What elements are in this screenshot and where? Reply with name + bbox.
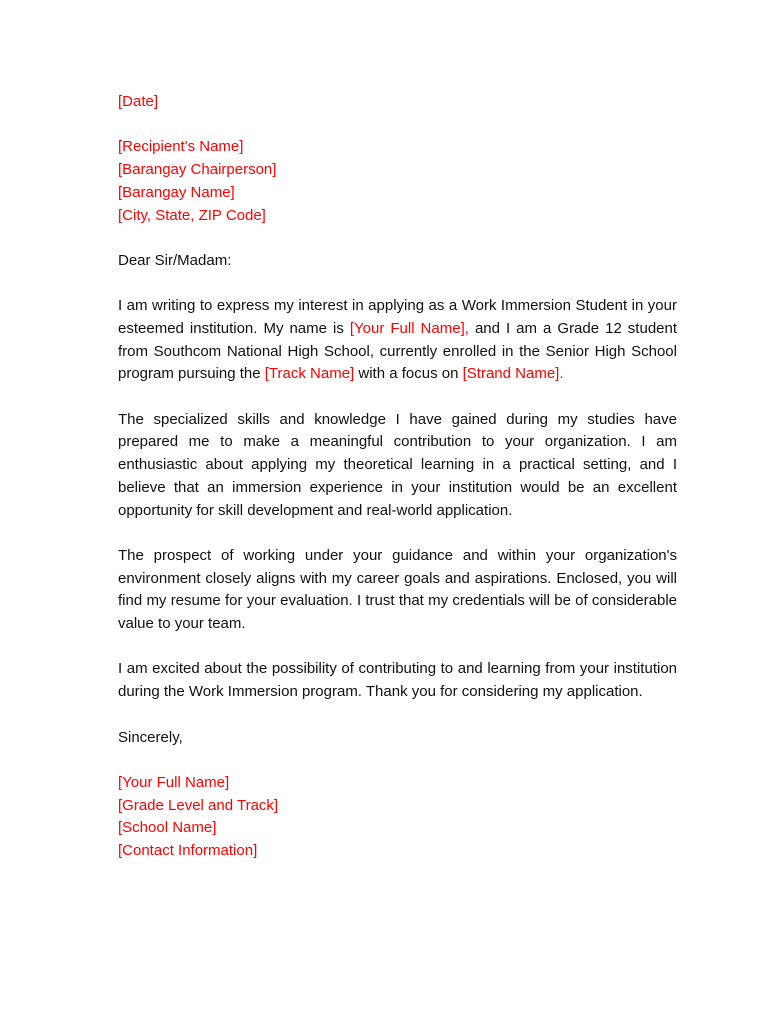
body-paragraph-1: [118, 295, 677, 386]
paragraph-line: from Southcom National High School, currently enrolled in the Senior High School: [118, 342, 677, 360]
paragraph-line: during the Work Immersion program. Thank you for considering my application.: [118, 683, 643, 701]
letter-document: [118, 91, 677, 863]
address-placeholder: [City, State, ZIP Code]: [118, 206, 266, 224]
paragraph-line: The prospect of working under your guidance and within your organization's: [118, 546, 677, 564]
paragraph-line: I am writing to express my interest in applying as a Work Immersion Student in your: [118, 297, 677, 315]
salutation: Dear Sir/Madam:: [118, 251, 232, 269]
text-segment: and I am a Grade 12 student: [468, 319, 678, 337]
date-placeholder: [Date]: [118, 93, 159, 110]
paragraph-line: The specialized skills and knowledge I have gained during my studies have: [118, 410, 677, 428]
paragraph-line: opportunity for skill development and real-world application.: [118, 501, 513, 519]
paragraph-line: [118, 318, 677, 341]
school-name-placeholder: [School Name]: [118, 819, 217, 837]
body-paragraph-2: [118, 409, 677, 523]
signature-name-placeholder: [Your Full Name]: [118, 773, 230, 791]
closing: Sincerely,: [118, 728, 183, 746]
paragraph-line: I am excited about the possibility of contributing to and learning from your institution: [118, 660, 677, 678]
strand-name-placeholder: [Strand Name].: [462, 365, 564, 383]
text-segment: program pursuing the: [118, 365, 265, 383]
body-paragraph-3: [118, 545, 677, 636]
recipient-title-placeholder: [Barangay Chairperson]: [118, 161, 277, 179]
recipient-name-placeholder: [Recipient's Name]: [118, 138, 244, 156]
body-paragraph-4: [118, 658, 677, 703]
paragraph-line: find my resume for your evaluation. I trust that my credentials will be of considerable: [118, 592, 677, 610]
barangay-name-placeholder: [Barangay Name]: [118, 183, 235, 201]
track-name-placeholder: [Track Name]: [264, 365, 355, 383]
contact-info-placeholder: [Contact Information]: [118, 842, 258, 860]
text-segment: with a focus on: [354, 365, 463, 383]
paragraph-line: prepared me to make a meaningful contribution to your organization. I am: [118, 433, 677, 451]
paragraph-line: believe that an immersion experience in your institution would be an excellent: [118, 478, 677, 496]
paragraph-line: [118, 363, 677, 386]
signature-block: [118, 772, 677, 863]
paragraph-line: environment closely aligns with my career goals and aspirations. Enclosed, you will: [118, 569, 677, 587]
paragraph-line: enthusiastic about applying my theoretical learning in a practical setting, and I: [118, 456, 677, 474]
full-name-placeholder: [Your Full Name],: [349, 319, 469, 337]
letter-header: [118, 91, 677, 227]
paragraph-line: value to your team.: [118, 615, 246, 633]
text-segment: esteemed institution. My name is: [118, 319, 350, 337]
grade-track-placeholder: [Grade Level and Track]: [118, 796, 279, 814]
